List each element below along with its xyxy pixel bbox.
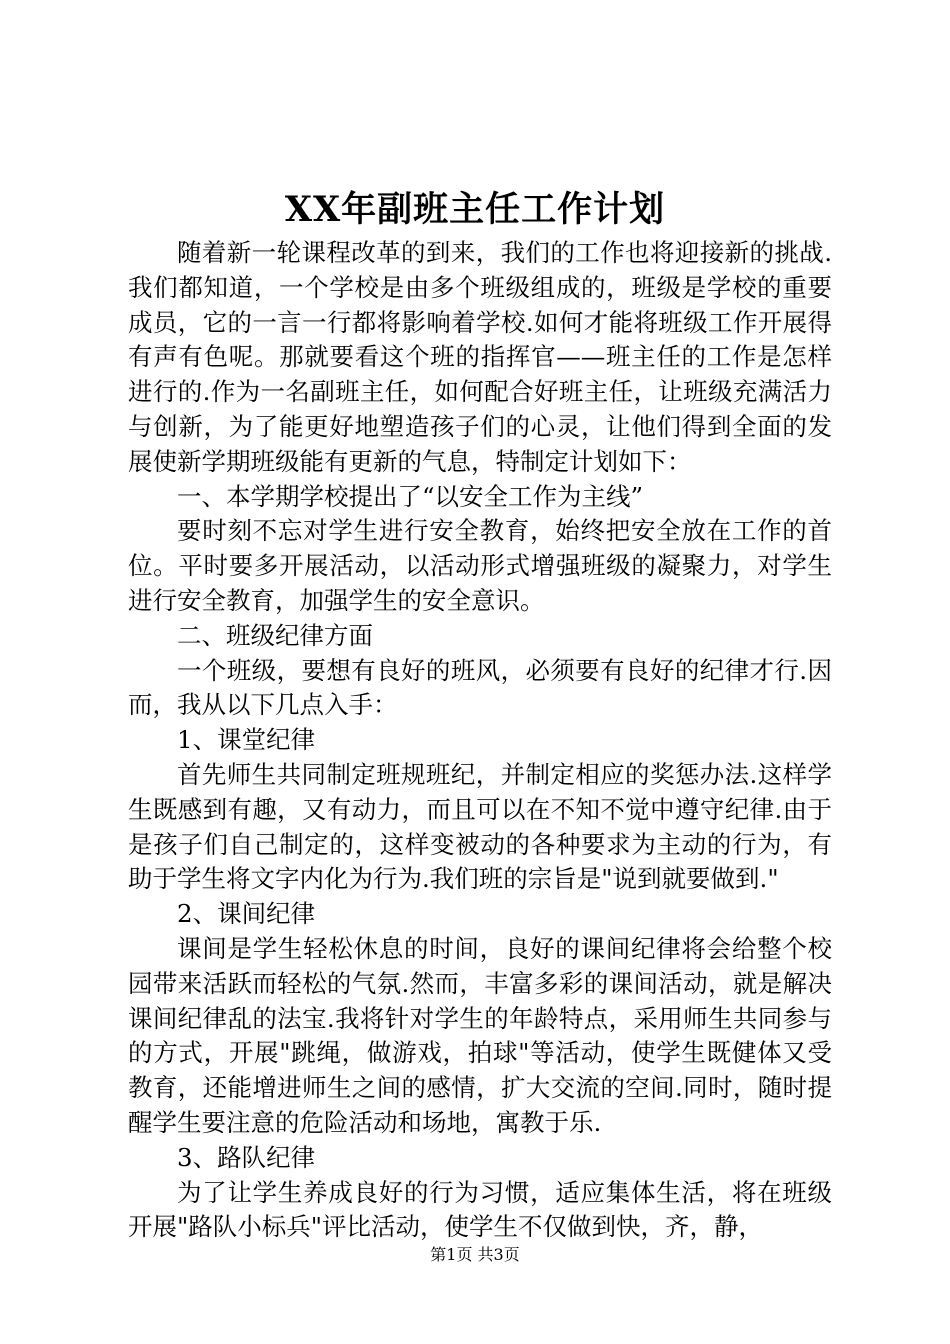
page-number-footer: 第1页 共3页 <box>430 1245 520 1264</box>
heading-safety: 一、本学期学校提出了“以安全工作为主线” <box>177 481 644 511</box>
paragraph-discipline: 一个班级，要想有良好的班风，必须要有良好的纪律才行.因而，我从以下几点入手： <box>128 655 832 720</box>
heading-discipline: 二、班级纪律方面 <box>177 620 373 650</box>
paragraph-classroom-discipline: 首先师生共同制定班规班纪，并制定相应的奖惩办法.这样学生既感到有趣，又有动力，而且可以在不知不觉中遵守纪律.由于是孩子们自己制定的，这样变被动的各种要求为主动的行为，有助于学生将文字内化为行为.我们班的宗旨是"说到就要做到." <box>128 759 832 894</box>
paragraph-intro: 随着新一轮课程改革的到来，我们的工作也将迎接新的挑战.我们都知道，一个学校是由多个班级组成的，班级是学校的重要成员，它的一言一行都将影响着学校.如何才能将班级工作开展得有声有色呢。那就要看这个班的指挥官——班主任的工作是怎样进行的.作为一名副班主任，如何配合好班主任，让班级充满活力与创新，为了能更好地塑造孩子们的心灵，让他们得到全面的发展使新学期班级能有更新的气息，特制定计划如下： <box>128 238 832 476</box>
paragraph-safety: 要时刻不忘对学生进行安全教育，始终把安全放在工作的首位。平时要多开展活动，以活动形式增强班级的凝聚力，对学生进行安全教育，加强学生的安全意识。 <box>128 516 832 615</box>
paragraph-break-discipline: 课间是学生轻松休息的时间，良好的课间纪律将会给整个校园带来活跃而轻松的气氛.然而，丰富多彩的课间活动，就是解决课间纪律乱的法宝.我将针对学生的年龄特点，采用师生共同参与的方式，开展"跳绳，做游戏，拍球"等活动，使学生既健体又受教育，还能增进师生之间的感情，扩大交流的空间.同时，随时提醒学生要注意的危险活动和场地，寓教于乐. <box>128 933 832 1137</box>
heading-queue-discipline: 3、路队纪律 <box>177 1142 316 1172</box>
document-title: XX年副班主任工作计划 <box>284 189 666 230</box>
paragraph-queue-discipline: 为了让学生养成良好的行为习惯，适应集体生活，将在班级开展"路队小标兵"评比活动，使学生不仅做到快，齐，静， <box>128 1177 832 1242</box>
heading-break-discipline: 2、课间纪律 <box>177 899 316 929</box>
heading-classroom-discipline: 1、课堂纪律 <box>177 725 316 755</box>
document-body <box>128 236 832 1245</box>
